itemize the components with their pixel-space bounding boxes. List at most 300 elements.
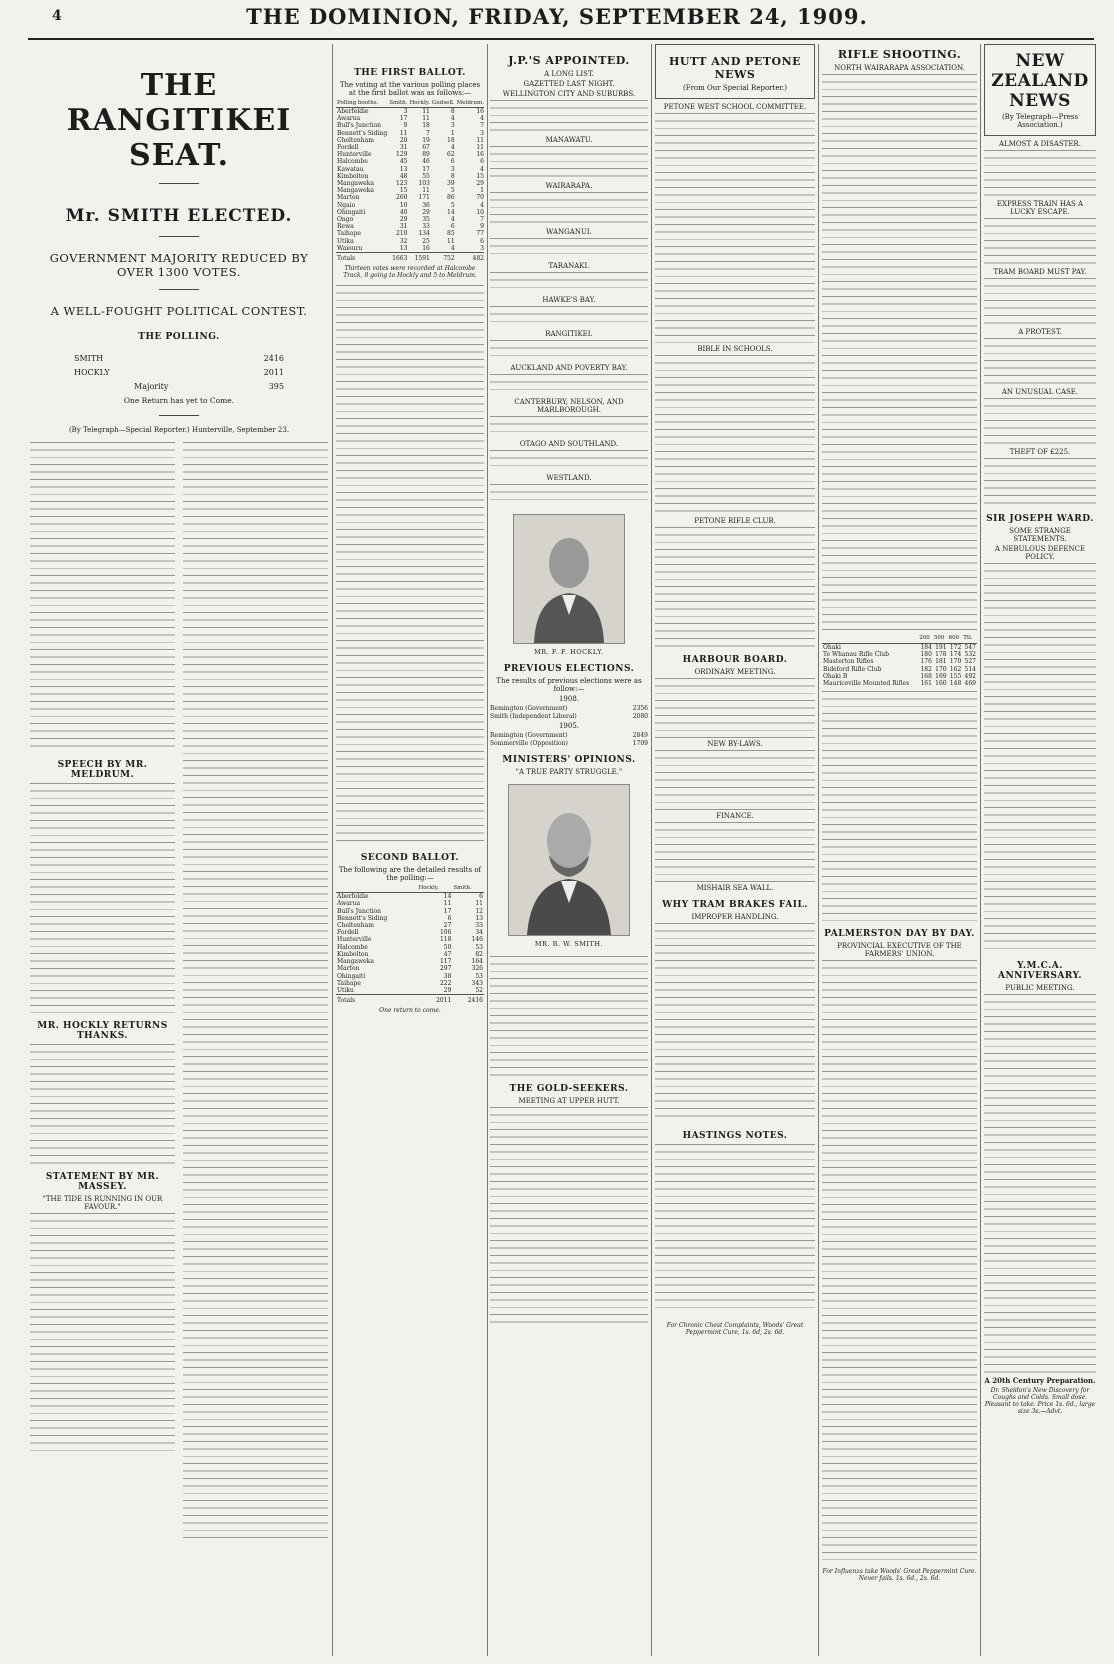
second-ballot-row [336, 951, 484, 958]
article-text [655, 822, 815, 882]
first-ballot-cell: 11 [399, 129, 408, 137]
article-text [822, 74, 977, 634]
first-ballot-note: Thirteen votes were recorded at Halcombe Track, 8 going to Hockly and 5 to Meldrum. [343, 265, 477, 280]
first-ballot-cell: 6 [480, 158, 484, 166]
rifle-results-cell: 492 [964, 672, 976, 680]
first-ballot-cell: 134 [418, 230, 430, 238]
first-ballot-cell: 5 [450, 201, 455, 209]
article-text [984, 563, 1096, 953]
first-ballot-cell: 4 [450, 144, 455, 152]
second-ballot-cell: 11 [475, 900, 483, 908]
first-ballot-cell: 1 [480, 187, 484, 195]
text-lines [655, 822, 815, 882]
second-ballot-row [336, 900, 484, 907]
first-ballot-cell: 3 [450, 165, 455, 173]
article-text [30, 1044, 175, 1164]
hutt-byline: (From Our Special Reporter.) [683, 84, 787, 92]
article-text [655, 750, 815, 810]
first-ballot-header: Hockly. [409, 100, 430, 106]
second-ballot-cell: 34 [475, 929, 483, 937]
article-text [336, 285, 484, 845]
second-ballot-row [336, 965, 484, 972]
article-text [984, 994, 1096, 1374]
second-ballot-cell: 117 [439, 958, 452, 966]
harbour-section-heading: MISHAIR SEA WALL. [696, 884, 774, 892]
first-ballot-total-row [336, 253, 484, 263]
first-ballot-cell: Awarua [337, 115, 361, 123]
first-ballot-cell: 15 [399, 187, 408, 195]
article-text [655, 527, 815, 647]
second-ballot-cell: 118 [439, 936, 452, 944]
article-text [655, 1144, 815, 1314]
second-ballot-cell: 6 [447, 914, 452, 922]
second-ballot-row [336, 893, 484, 901]
text-lines [984, 150, 1096, 198]
article-text [490, 192, 648, 226]
rifle-results-cell: 532 [964, 651, 976, 659]
second-ballot-row [336, 958, 484, 965]
previous-row [490, 732, 648, 739]
divider [159, 415, 199, 416]
article-text [822, 960, 977, 1560]
text-lines [490, 416, 648, 438]
harbour-section-heading: NEW BY-LAWS. [707, 740, 763, 748]
first-ballot-cell: Mangaweka [337, 180, 374, 188]
first-ballot-cell: Taihape [337, 230, 361, 238]
text-lines [490, 238, 648, 260]
first-ballot-cell: 32 [399, 237, 408, 245]
second-ballot-cell: 343 [471, 979, 483, 987]
rifle-results-row [822, 666, 977, 673]
second-ballot-cell: Bennett's Siding [337, 914, 388, 922]
harbour-section-heading: FINANCE. [716, 812, 754, 820]
first-ballot-cell: 8 [450, 108, 455, 115]
rifle-results-cell: 178 [935, 651, 947, 659]
previous-candidate: Remington (Government) [490, 732, 568, 739]
previous-votes: 2849 [632, 732, 648, 739]
first-ballot-table [336, 99, 484, 262]
text-lines [655, 678, 815, 738]
first-ballot-cell: Waiouru [337, 244, 363, 252]
article-text [984, 398, 1096, 446]
rifle-results-cell: 170 [949, 658, 962, 666]
first-ballot-cell: 7 [426, 129, 430, 137]
article-text [30, 442, 175, 752]
rifle-results-cell: 547 [964, 644, 976, 651]
article-text [655, 923, 815, 1123]
text-lines [490, 450, 648, 472]
second-ballot-table [336, 884, 484, 1004]
second-ballot-cell: 14 [443, 893, 452, 901]
rifle-results-cell: Te Whanau Rifle Club [823, 651, 889, 659]
first-ballot-cell: 4 [450, 244, 455, 252]
first-ballot-cell: 103 [418, 180, 430, 188]
portrait-hockly [513, 514, 625, 644]
first-ballot-cell: Ongo [337, 216, 354, 224]
rifle-sub: NORTH WAIRARAPA ASSOCIATION. [834, 64, 965, 72]
first-ballot-cell: Bennett's Siding [337, 129, 388, 137]
polling-results [74, 354, 284, 391]
sub-headline-majority: GOVERNMENT MAJORITY REDUCED BY OVER 1300 VOTES. [49, 251, 309, 279]
first-ballot-cell: 29 [422, 208, 430, 216]
first-ballot-cell: 3 [403, 108, 408, 115]
first-ballot-row [336, 144, 484, 151]
gold-title: THE GOLD-SEEKERS. [509, 1084, 629, 1094]
second-ballot-cell: 222 [439, 979, 452, 987]
first-ballot-row [336, 108, 484, 116]
previous-votes: 2080 [632, 713, 648, 720]
article-text [490, 146, 648, 180]
second-ballot-cell: 13 [475, 914, 483, 922]
article-text [490, 956, 648, 1076]
second-ballot-cell: Awarua [337, 900, 361, 908]
second-ballot-cell: 326 [471, 965, 483, 973]
portrait-smith-caption: MR. R. W. SMITH. [534, 940, 604, 948]
second-ballot-cell: 17 [443, 907, 452, 915]
jp-section-heading: OTAGO AND SOUTHLAND. [519, 440, 619, 448]
second-ballot-cell: 33 [475, 922, 483, 930]
rifle-results-cell: 181 [935, 658, 947, 666]
first-ballot-cell: 17 [399, 115, 408, 123]
nz-news-item-heading: A PROTEST. [1018, 328, 1062, 336]
rifle-results-cell: 184 [920, 644, 932, 651]
second-ballot-cell: 82 [475, 950, 483, 958]
subhead-massey: STATEMENT BY MR. MASSEY. [45, 1172, 160, 1192]
rifle-results-cell: 161 [920, 680, 932, 688]
second-ballot-header: Smith. [452, 884, 484, 893]
first-ballot-cell: 10 [476, 208, 484, 216]
second-ballot-cell: Cheltenham [337, 922, 374, 930]
column-rangitikei [30, 44, 328, 1656]
first-ballot-cell: Bull's Junction [337, 122, 382, 130]
massey-quote: "THE TIDE IS RUNNING IN OUR FAVOUR." [42, 1195, 163, 1211]
article-text [490, 450, 648, 472]
rifle-results-cell: 176 [920, 658, 932, 666]
first-ballot-total-cell: 752 [431, 253, 456, 263]
text-lines [490, 374, 648, 396]
previous-year: 1908. [558, 695, 580, 703]
rifle-results-row [822, 644, 977, 652]
first-ballot-header: Gudsell. [431, 100, 455, 106]
first-ballot-cell: 3 [450, 122, 455, 130]
second-ballot-cell: Hunterville [337, 936, 372, 944]
first-ballot-row [336, 230, 484, 237]
second-ballot-cell: 38 [443, 972, 452, 980]
first-ballot-row [336, 238, 484, 245]
first-ballot-cell: 123 [396, 180, 408, 188]
article-text [984, 150, 1096, 198]
rifle-results-cell: 172 [949, 644, 962, 651]
previous-intro: The results of previous elections were as follow:— [496, 677, 642, 693]
first-ballot-cell: Rewa [337, 223, 354, 231]
second-ballot-cell: 297 [439, 965, 452, 973]
column-rule [487, 44, 488, 1656]
divider [159, 289, 199, 290]
jp-section-heading: WAIRARAPA. [545, 182, 593, 190]
text-lines [984, 278, 1096, 326]
first-ballot-row [336, 151, 484, 158]
first-ballot-cell: 1 [450, 129, 455, 137]
first-ballot-row [336, 173, 484, 180]
second-ballot-cell: Aberfeldie [337, 893, 369, 901]
ministers-sub: "A TRUE PARTY STRUGGLE." [515, 768, 623, 776]
hastings-title: HASTINGS NOTES. [682, 1131, 788, 1141]
polling-row [74, 368, 284, 377]
text-lines [490, 272, 648, 294]
ward-sub1: SOME STRANGE STATEMENTS. [1009, 527, 1071, 543]
rifle-results-cell: Mauriceville Mounted Rifles [823, 680, 910, 688]
second-ballot-cell: 11 [443, 900, 452, 908]
first-ballot-cell: 36 [422, 201, 430, 209]
second-ballot-cell: 50 [443, 943, 452, 951]
first-ballot-row [336, 209, 484, 216]
rifle-results-cell: 180 [920, 651, 932, 659]
rifle-results-cell: Bideford Rifle Club [823, 665, 882, 673]
first-ballot-cell: 55 [422, 172, 430, 180]
second-ballot-cell: 29 [443, 986, 452, 994]
return-note: One Return has yet to Come. [123, 396, 235, 405]
first-ballot-total-cell: Totals [336, 253, 388, 263]
nz-news-item-heading: EXPRESS TRAIN HAS A LUCKY ESCAPE. [996, 200, 1084, 216]
article-text [984, 338, 1096, 386]
second-ballot-cell: 146 [471, 936, 483, 944]
second-ballot-cell: Halcombe [337, 943, 368, 951]
text-lines [490, 340, 648, 362]
second-ballot-title: SECOND BALLOT. [360, 853, 460, 864]
article-text [984, 278, 1096, 326]
second-ballot-total-cell: 2416 [452, 995, 484, 1005]
second-ballot-cell: 12 [475, 907, 483, 915]
first-ballot-row [336, 158, 484, 165]
rifle-results-row [822, 680, 977, 687]
second-ballot-row [336, 987, 484, 995]
portrait-hockly-caption: MR. F. F. HOCKLY. [534, 648, 604, 656]
article-text [490, 1107, 648, 1327]
text-lines [655, 750, 815, 810]
nz-news-item-heading: AN UNUSUAL CASE. [1001, 388, 1079, 396]
previous-row [490, 705, 648, 712]
second-ballot-row [336, 944, 484, 951]
rifle-results-header [822, 634, 918, 644]
second-ballot-cell: Ohingaiti [337, 972, 366, 980]
first-ballot-cell: Cheltenham [337, 136, 374, 144]
first-ballot-cell: 35 [422, 216, 430, 224]
first-ballot-cell: Marton [337, 194, 360, 202]
second-ballot-cell: 6 [479, 893, 483, 901]
previous-results [490, 695, 648, 747]
article-text [183, 442, 328, 1542]
first-ballot-row [336, 223, 484, 230]
column-jps [490, 44, 648, 1656]
page-number: 4 [52, 8, 62, 24]
first-ballot-cell: 13 [399, 244, 408, 252]
first-ballot-row [336, 202, 484, 209]
text-lines [490, 306, 648, 328]
jp-section-heading: MANAWATU. [545, 136, 593, 144]
article-text [30, 1213, 175, 1453]
first-ballot-cell: 11 [422, 115, 430, 123]
text-lines [984, 338, 1096, 386]
first-ballot-cell: Halcombe [337, 158, 368, 166]
first-ballot-cell: 210 [396, 230, 408, 238]
article-text [490, 484, 648, 506]
rifle-results-cell: Ohaki B [823, 672, 848, 680]
first-ballot-cell: 29 [476, 180, 484, 188]
first-ballot-cell: 19 [422, 136, 430, 144]
first-ballot-cell: 45 [399, 158, 408, 166]
rifle-results-cell: 162 [949, 665, 962, 673]
first-ballot-row [336, 180, 484, 187]
first-ballot-cell: 260 [396, 194, 408, 202]
article-text [655, 113, 815, 343]
first-ballot-total-cell: 1663 [388, 253, 408, 263]
second-ballot-cell: Kimbolton [337, 950, 369, 958]
polling-votes: 2011 [263, 368, 284, 377]
column-nz-news [984, 44, 1096, 1656]
second-ballot-row [336, 929, 484, 936]
first-ballot-cell: 18 [447, 136, 455, 144]
first-ballot-cell: 9 [480, 223, 484, 231]
second-ballot-cell: 53 [475, 972, 483, 980]
nz-news-title: NEW ZEALAND NEWS [991, 51, 1089, 111]
article-text [490, 340, 648, 362]
first-ballot-cell: 7 [480, 122, 484, 130]
jp-section-heading: RANGITIKEI. [545, 330, 593, 338]
tram-title: WHY TRAM BRAKES FAIL. [662, 900, 808, 910]
hutt-sub3: PETONE RIFLE CLUB. [694, 517, 776, 525]
first-ballot-cell: 16 [476, 151, 484, 159]
first-ballot-cell: 85 [447, 230, 455, 238]
first-ballot-cell: 17 [422, 165, 430, 173]
previous-candidate: Remington (Government) [490, 705, 568, 712]
second-ballot-cell: 52 [475, 986, 483, 994]
first-ballot-cell: 5 [450, 187, 455, 195]
first-ballot-cell: Hunterville [337, 151, 372, 159]
first-ballot-cell: 13 [399, 165, 408, 173]
first-ballot-row [336, 137, 484, 144]
first-ballot-header: Meldrum. [456, 100, 484, 106]
rifle-results-cell: Ohaki [823, 644, 841, 651]
rifle-results-row [822, 651, 977, 658]
article-text [30, 783, 175, 1013]
article-text [655, 355, 815, 515]
rifle-results-cell: 182 [920, 665, 932, 673]
sub-headline: Mr. SMITH ELECTED. [65, 206, 293, 226]
article-text [490, 272, 648, 294]
first-ballot-cell: 14 [447, 208, 455, 216]
article-text [822, 691, 977, 921]
article-text [490, 238, 648, 260]
previous-votes: 2356 [632, 705, 648, 712]
second-ballot-row [336, 973, 484, 980]
first-ballot-cell: 3 [480, 129, 484, 137]
first-ballot-cell: 11 [476, 136, 484, 144]
first-ballot-cell: 6 [450, 223, 455, 231]
first-ballot-cell: 70 [476, 194, 484, 202]
polling-row [74, 354, 284, 363]
palmerston-sub: PROVINCIAL EXECUTIVE OF THE FARMERS' UNION. [837, 942, 962, 959]
first-ballot-row [336, 194, 484, 201]
divider [159, 236, 199, 237]
masthead-rule [28, 38, 1094, 40]
hutt-sub1: PETONE WEST SCHOOL COMMITTEE. [663, 103, 807, 111]
previous-candidate: Sommerville (Opposition) [490, 740, 568, 747]
first-ballot-cell: 77 [476, 230, 484, 238]
first-ballot-header: Polling booths. [336, 99, 388, 108]
second-ballot-note: One return to come. [379, 1007, 441, 1015]
second-ballot-header: Hockly. [417, 884, 452, 893]
first-ballot-cell: 46 [422, 158, 430, 166]
first-ballot-cell: 20 [399, 136, 408, 144]
article-text [490, 100, 648, 134]
jp-gazette: GAZETTED LAST NIGHT. [523, 80, 615, 88]
dateline: (By Telegraph—Special Reporter.) Hunterville, September 23. [68, 426, 290, 434]
subhead-meldrum: SPEECH BY MR. MELDRUM. [57, 760, 148, 780]
article-text [490, 374, 648, 396]
ymca-title: Y.M.C.A. ANNIVERSARY. [997, 961, 1083, 981]
portrait-smith-drawing [509, 785, 629, 935]
column-hutt-petone [655, 44, 815, 1656]
second-ballot-cell: Taihape [337, 979, 361, 987]
first-ballot-row [336, 187, 484, 194]
nz-news-item-heading: THEFT OF £225. [1009, 448, 1071, 456]
first-ballot-row [336, 115, 484, 122]
second-ballot-cell: Mangaweka [337, 958, 374, 966]
rifle-results-cell: 170 [935, 665, 947, 673]
first-ballot-cell: Kawatau [337, 165, 364, 173]
rifle-results-row [822, 673, 977, 680]
previous-row [490, 740, 648, 747]
second-ballot-total-row [336, 995, 484, 1005]
first-ballot-cell: 15 [476, 172, 484, 180]
first-ballot-cell: Fordell [337, 144, 359, 152]
jp-title: J.P.'S APPOINTED. [508, 54, 630, 67]
ministers-title: MINISTERS' OPINIONS. [502, 755, 636, 765]
first-ballot-cell: 6 [450, 158, 455, 166]
first-ballot-cell: 25 [422, 237, 430, 245]
first-ballot-cell: 11 [447, 237, 455, 245]
second-ballot-cell: 164 [471, 958, 483, 966]
previous-candidate: Smith (Independent Liberal) [490, 713, 577, 720]
rifle-results-header: 500 [933, 634, 948, 644]
text-lines [984, 458, 1096, 506]
second-ballot-cell: 27 [443, 922, 452, 930]
first-ballot-cell: Mangaweka [337, 187, 374, 195]
polling-candidate: SMITH [74, 354, 104, 363]
first-ballot-intro: The voting at the various polling places at the first ballot was as follows:— [339, 81, 481, 97]
subhead-hockly: MR. HOCKLY RETURNS THANKS. [37, 1021, 168, 1041]
second-ballot-header [336, 884, 417, 893]
column-rule [332, 44, 333, 1656]
second-ballot-total-cell: Totals [336, 995, 417, 1005]
polling-row [74, 382, 284, 391]
rifle-results-cell: 155 [949, 672, 962, 680]
first-ballot-row [336, 216, 484, 223]
ad-title: A 20th Century Preparation. [984, 1376, 1096, 1385]
first-ballot-row [336, 166, 484, 173]
ward-sub2: A NEBULOUS DEFENCE POLICY. [994, 545, 1086, 561]
column-ballots [336, 44, 484, 1656]
previous-row [490, 713, 648, 720]
column-rule [818, 44, 819, 1656]
first-ballot-header: Smith. [389, 100, 408, 106]
palmerston-title: PALMERSTON DAY BY DAY. [824, 929, 975, 940]
divider [159, 183, 199, 184]
polling-title: THE POLLING. [138, 332, 220, 342]
first-ballot-cell: 4 [450, 216, 455, 224]
first-ballot-cell: 62 [447, 151, 455, 159]
first-ballot-cell: 48 [399, 172, 408, 180]
